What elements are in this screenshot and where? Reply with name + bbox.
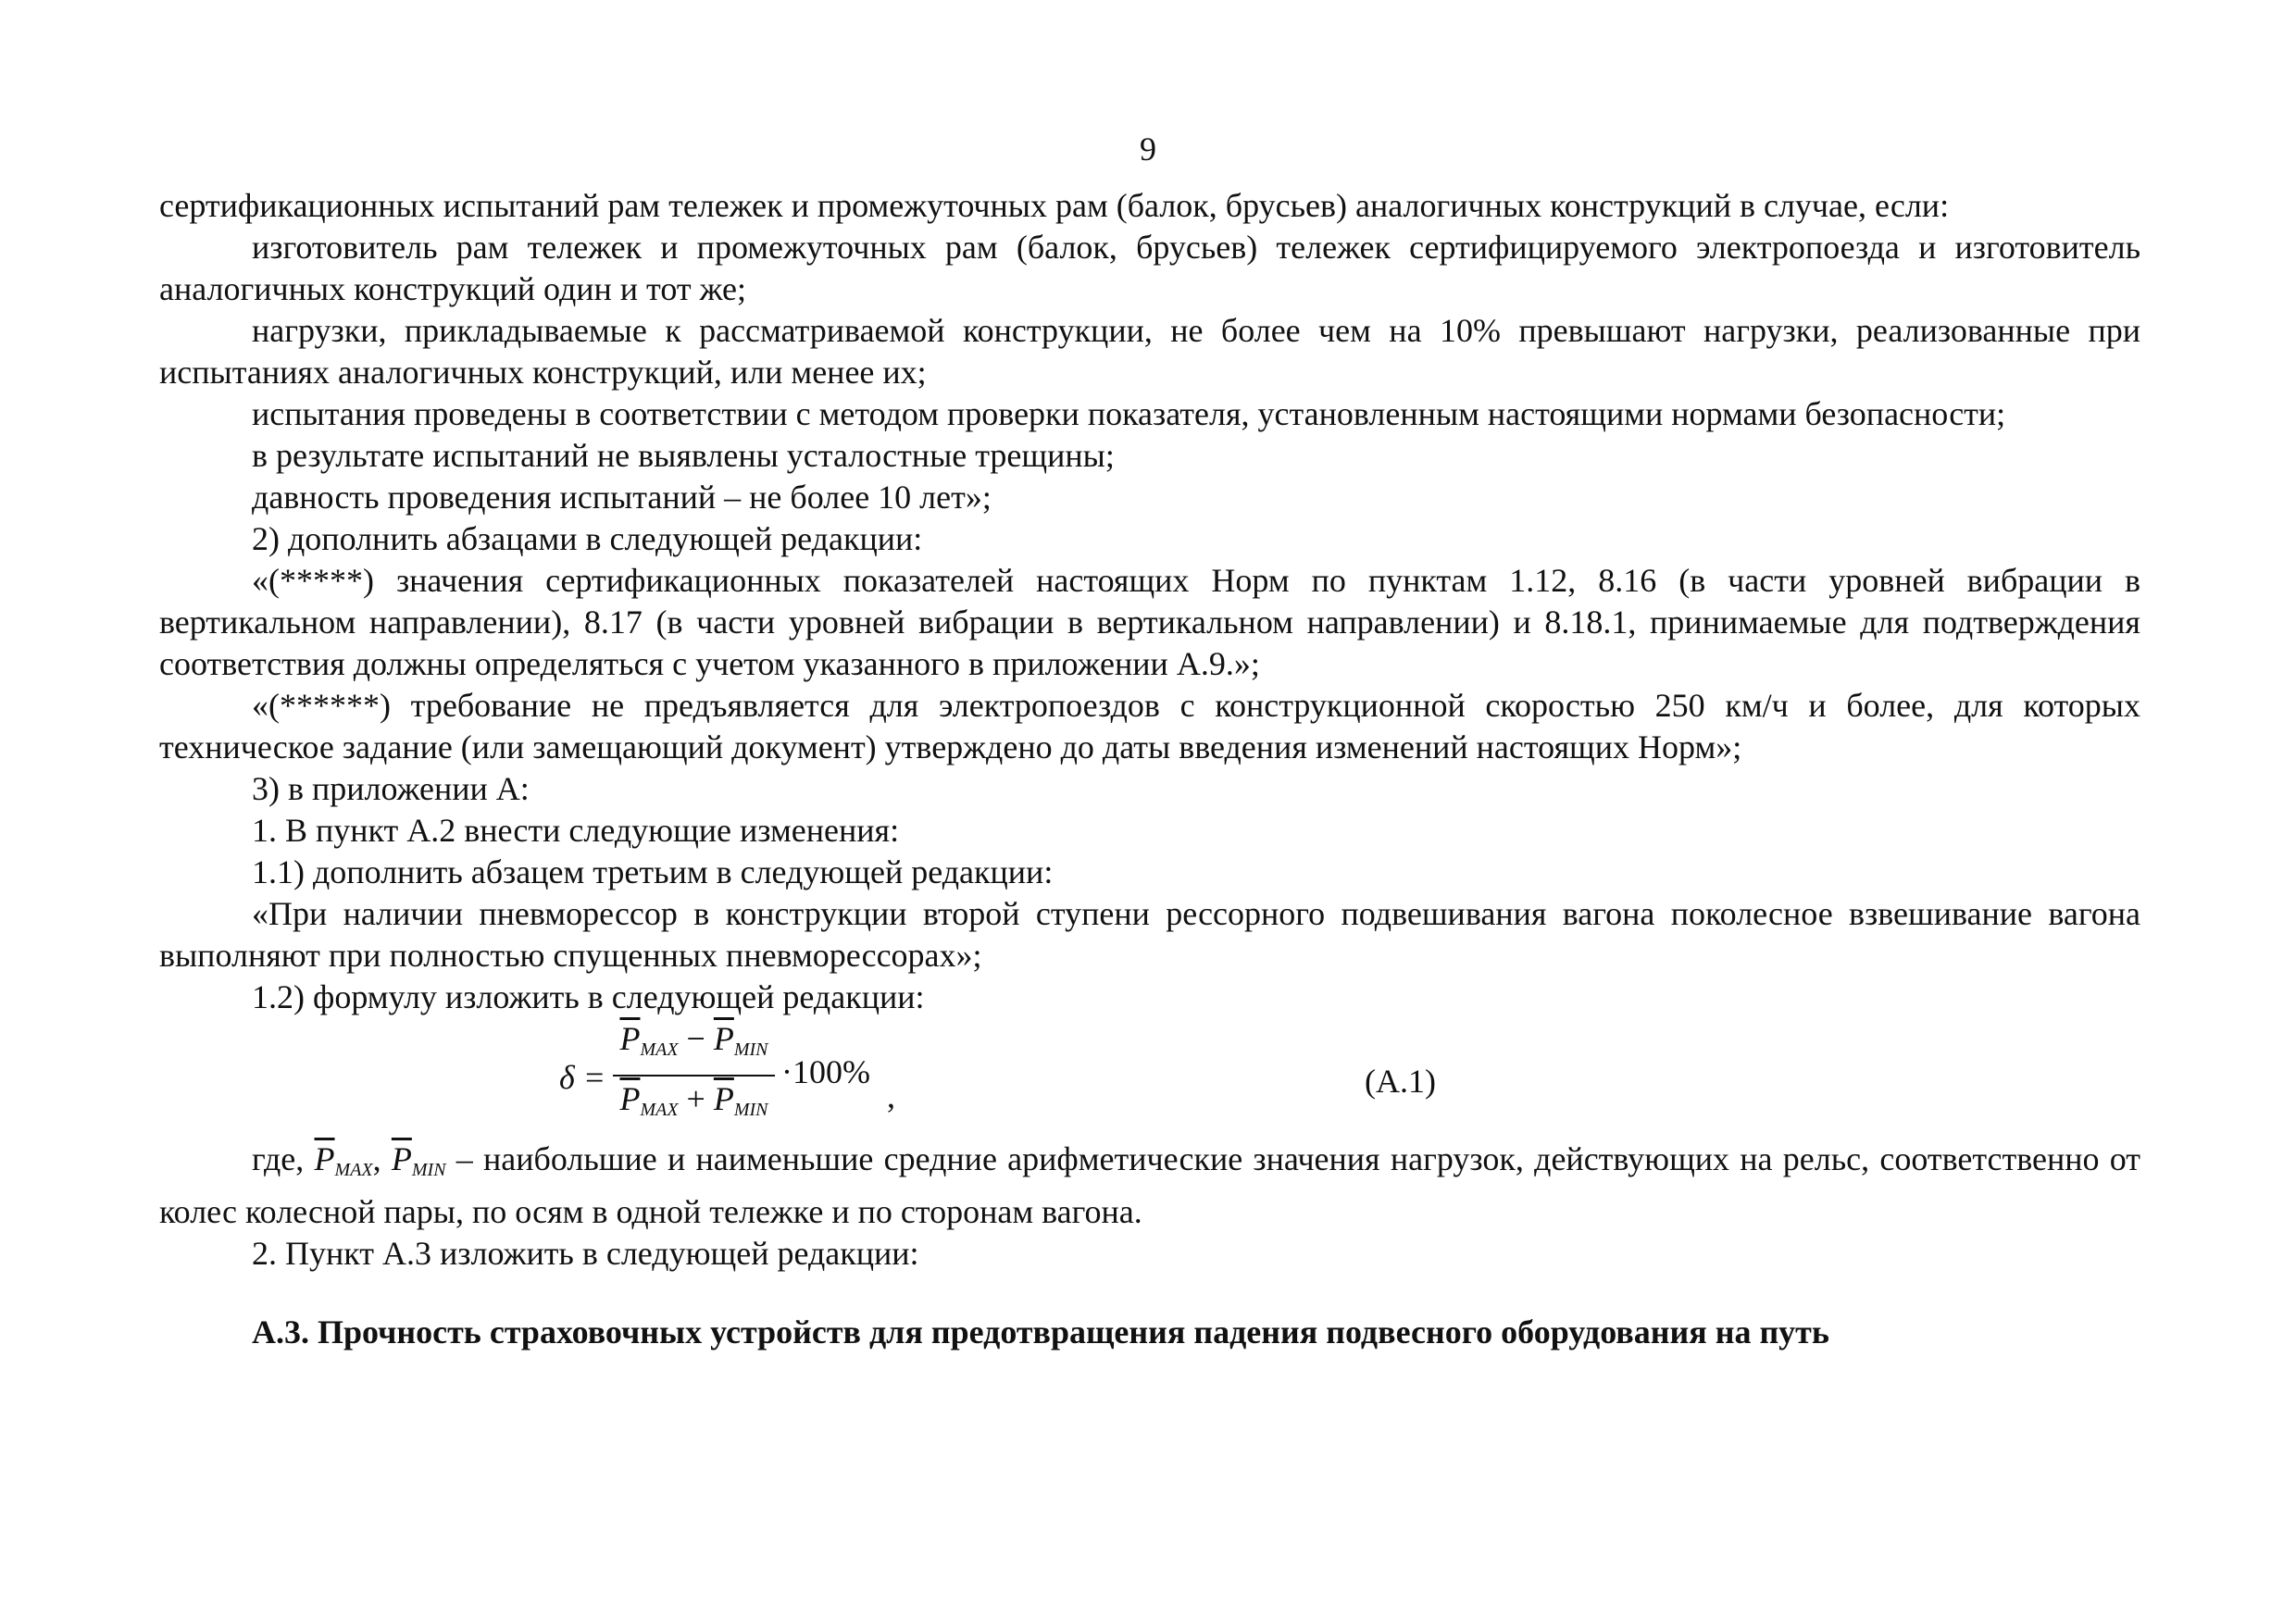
paragraph: сертификационных испытаний рам тележек и промежуточных рам (балок, брусьев) аналогичных конструкций в случае, если: <box>159 187 1950 224</box>
formula-multiplier: ·100% <box>781 1053 870 1090</box>
paragraph: испытания проведены в соответствии с методом проверки показателя, установленным настоящими нормами безопасности; <box>252 395 2006 432</box>
paragraph: «(******) требование не предъявляется для электропоездов с конструкционной скоростью 250 км/ч и более, для которых техническое задание (или замещающий документ) утверждено до даты введения изменений настоящих Норм»; <box>159 687 2140 765</box>
formula-delta: δ = <box>559 1059 606 1096</box>
formula-fraction <box>613 1018 775 1131</box>
paragraph: 2) дополнить абзацами в следующей редакции: <box>252 520 923 557</box>
paragraph: 1.2) формулу изложить в следующей редакции: <box>252 978 925 1015</box>
paragraph: 1.1) дополнить абзацем третьим в следующей редакции: <box>252 853 1054 890</box>
paragraph: нагрузки, прикладываемые к рассматриваемой конструкции, не более чем на 10% превышают нагрузки, реализованные при испытаниях аналогичных конструкций, или менее их; <box>159 312 2140 391</box>
paragraph: «При наличии пневморессор в конструкции второй ступени рессорного подвешивания вагона поколесное взвешивание вагона выполняют при полностью спущенных пневморессорах»; <box>159 895 2140 974</box>
paragraph: давность проведения испытаний – не более 10 лет»; <box>252 479 992 516</box>
paragraph: изготовитель рам тележек и промежуточных рам (балок, брусьев) тележек сертифицируемого электропоезда и изготовитель аналогичных конструкций один и тот же; <box>159 229 2140 307</box>
formula-a1 <box>159 1018 2140 1139</box>
formula-numerator: $\overline{P}_{MAX} - \overline{P}_{MIN}$ <box>613 1018 775 1077</box>
formula-denominator: $\overline{P}_{MAX} + \overline{P}_{MIN}$ <box>619 1080 768 1120</box>
section-heading: А.3. Прочность страховочных устройств для предотвращения падения подвесного оборудования на путь <box>252 1313 1829 1350</box>
paragraph: 1. В пункт А.2 внести следующие изменения: <box>252 812 900 849</box>
paragraph: в результате испытаний не выявлены усталостные трещины; <box>252 437 1115 474</box>
formula-comma: , <box>887 1077 895 1114</box>
document-body <box>159 185 2140 1353</box>
formula-label: (А.1) <box>1365 1063 1436 1100</box>
paragraph: 2. Пункт А.3 изложить в следующей редакции: <box>252 1235 919 1272</box>
formula-explanation: где, $\overline{P}_{MAX}$, $\overline{P}_{MIN}$ – наибольшие и наименьшие средние арифметические значения нагрузок, действующих на рельс, соответственно от колес колесной пары, по осям в одной тележке и по сторонам вагона. <box>159 1140 2141 1230</box>
paragraph: «(*****) значения сертификационных показателей настоящих Норм по пунктам 1.12, 8.16 (в части уровней вибрации в вертикальном направлении), 8.17 (в части уровней вибрации в вертикальном направлении) и 8.18.1, принимаемые для подтверждения соответствия должны определяться с учетом указанного в приложении А.9.»; <box>159 562 2140 682</box>
paragraph: 3) в приложении А: <box>252 770 530 807</box>
page-number: 9 <box>1140 131 1156 168</box>
